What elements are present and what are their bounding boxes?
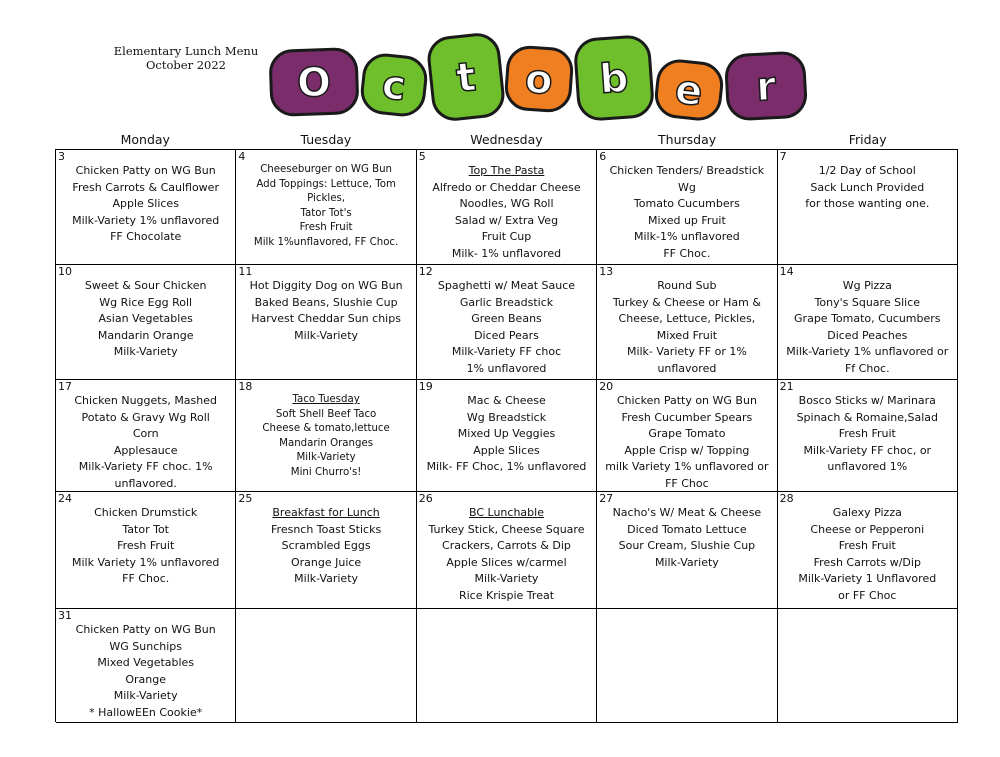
menu-title: Elementary Lunch Menu	[113, 44, 259, 58]
menu-items	[597, 265, 776, 377]
banner-letter	[654, 59, 724, 121]
menu-line: Diced Tomato Lettuce	[627, 522, 747, 536]
menu-line: Diced Peaches	[827, 328, 908, 342]
menu-line: Ff Choc.	[844, 361, 890, 375]
menu-line: Fresh Fruit	[299, 222, 353, 234]
menu-line: Mixed Vegetables	[97, 656, 195, 669]
menu-line: Fresnch Toast Sticks	[271, 522, 382, 536]
menu-items	[417, 265, 596, 377]
menu-line: Salad w/ Extra Veg	[454, 213, 559, 227]
day-number: 27	[599, 492, 614, 505]
menu-line: Fresh Carrots & Caulflower	[72, 180, 219, 194]
menu-line: Hot Diggity Dog on WG Bun	[249, 279, 403, 292]
menu-line: Milk-Variety 1% unflavored	[72, 213, 220, 227]
menu-line: Soft Shell Beef Taco	[275, 408, 377, 420]
menu-line: Turkey Stick, Cheese Square	[428, 522, 585, 536]
menu-line: Round Sub	[657, 279, 717, 292]
menu-line: Crackers, Carrots & Dip	[442, 539, 571, 552]
menu-line: Apple Slices w/carmel	[446, 555, 567, 569]
day-number: 7	[779, 150, 787, 163]
menu-line: Milk-Variety FF choc	[451, 345, 562, 358]
menu-items	[236, 492, 415, 588]
banner-letter-glyph: e	[672, 66, 705, 116]
day-number: 25	[238, 492, 253, 505]
menu-line: Spinach & Romaine,Salad	[796, 410, 939, 424]
empty-day-cell	[597, 609, 777, 723]
menu-line: Milk-Variety 1% unflavored or	[786, 345, 949, 358]
day-cell-24	[56, 492, 236, 609]
menu-line: Mixed Up Veggies	[457, 427, 556, 440]
day-number: 13	[599, 265, 614, 278]
day-cell-3	[56, 150, 236, 265]
menu-items	[597, 150, 776, 262]
banner-letter-glyph: o	[523, 56, 555, 104]
banner-letter	[505, 46, 573, 112]
menu-line: Chicken Nuggets, Mashed	[74, 394, 217, 407]
menu-line: Milk- 1% unflavored	[451, 246, 562, 260]
menu-line: Fruit Cup	[481, 230, 532, 243]
menu-line: Milk- Variety FF or 1%	[626, 345, 747, 358]
menu-line: Mini Churro's!	[290, 466, 362, 478]
menu-line: Apple Crisp w/ Topping	[624, 443, 750, 457]
day-cell-13	[597, 265, 777, 380]
menu-line: Baked Beans, Slushie Cup	[254, 295, 398, 309]
menu-line: Galexy Pizza	[832, 506, 902, 519]
menu-line: Sweet & Sour Chicken	[84, 279, 207, 292]
menu-line: Milk 1%unflavored, FF Choc.	[253, 236, 399, 248]
menu-header	[96, 44, 276, 72]
menu-line: Mixed up Fruit	[647, 213, 726, 227]
banner-letter	[427, 33, 505, 122]
menu-items	[56, 609, 235, 721]
menu-line: Apple Slices	[473, 443, 540, 457]
menu-line: FF Choc.	[663, 246, 711, 260]
day-number: 11	[238, 265, 253, 278]
menu-line: Nacho's W/ Meat & Cheese	[612, 506, 762, 519]
menu-line: Milk-Variety	[294, 328, 359, 342]
weekday-header	[55, 132, 958, 150]
menu-line: Mandarin Orange	[97, 328, 194, 342]
banner-letter-glyph: c	[379, 61, 409, 111]
menu-line: Top The Pasta	[468, 164, 545, 177]
menu-line: Green Beans	[471, 312, 542, 325]
day-number: 28	[779, 492, 794, 505]
day-cell-10	[56, 265, 236, 380]
menu-line: Fresh Carrots w/Dip	[813, 555, 921, 569]
banner-letter	[725, 52, 806, 120]
day-number: 6	[599, 150, 607, 163]
menu-line: 1% unflavored	[466, 361, 547, 375]
menu-subtitle: October 2022	[145, 58, 226, 72]
day-number: 19	[418, 380, 433, 393]
day-cell-27	[597, 492, 777, 609]
day-number: 14	[779, 265, 794, 278]
day-cell-12	[417, 265, 597, 380]
banner-letter-glyph: b	[598, 55, 630, 103]
menu-line: Milk-Variety FF choc, or	[803, 443, 932, 457]
banner-letters	[270, 33, 807, 122]
banner-letter-glyph: r	[754, 63, 778, 111]
menu-line: Cheese or Pepperoni	[810, 522, 925, 536]
menu-line: Milk-1% unflavored	[634, 230, 740, 243]
menu-items	[56, 265, 235, 361]
menu-line: Chicken Patty on WG Bun	[75, 623, 216, 636]
menu-line: Add Toppings: Lettuce, Tom	[256, 178, 396, 190]
menu-line: Corn	[132, 427, 159, 440]
day-number: 10	[58, 265, 72, 278]
menu-line: Noodles, WG Roll	[459, 197, 554, 210]
menu-items	[56, 150, 235, 246]
day-cell-26	[417, 492, 597, 609]
menu-items	[778, 380, 957, 476]
menu-line: Milk-Variety	[296, 452, 356, 464]
menu-line: Wg Pizza	[842, 279, 892, 292]
menu-line: Milk-Variety	[113, 345, 178, 358]
menu-line: Potato & Gravy Wg Roll	[81, 410, 210, 424]
menu-line: Turkey & Cheese or Ham &	[612, 295, 761, 309]
menu-items	[236, 265, 415, 344]
menu-line: Sour Cream, Slushie Cup	[618, 539, 756, 552]
menu-line: Cheese, Lettuce, Pickles,	[618, 312, 756, 325]
empty-day-cell	[778, 609, 958, 723]
day-cell-6	[597, 150, 777, 265]
menu-line: unflavored 1%	[827, 460, 908, 473]
menu-line: Milk-Variety	[113, 689, 178, 702]
menu-line: Wg	[677, 180, 696, 194]
day-cell-31	[56, 609, 236, 723]
calendar-grid	[55, 149, 958, 722]
menu-line: Tony's Square Slice	[814, 295, 921, 309]
menu-line: Alfredo or Cheddar Cheese	[432, 180, 581, 194]
menu-line: * HallowEEn Cookie*	[89, 705, 203, 719]
day-cell-18	[236, 380, 416, 492]
menu-items	[56, 380, 235, 492]
menu-line: Milk Variety 1% unflavored	[72, 555, 220, 569]
menu-items	[417, 492, 596, 604]
menu-line: Milk-Variety FF choc. 1%	[78, 460, 213, 473]
menu-line: Orange Juice	[290, 555, 362, 569]
day-number: 4	[238, 150, 246, 163]
weekday-friday: Friday	[848, 132, 887, 147]
menu-line: Cheese & tomato,lettuce	[262, 423, 390, 435]
menu-line: Apple Slices	[112, 197, 179, 210]
menu-line: Tomato Cucumbers	[633, 197, 740, 210]
menu-items	[778, 492, 957, 604]
weekday-thursday: Thursday	[658, 132, 717, 147]
banner-letter	[360, 53, 428, 117]
banner-letter	[270, 49, 358, 116]
day-number: 18	[238, 380, 253, 393]
menu-items	[417, 380, 596, 476]
weekday-tuesday: Tuesday	[300, 132, 352, 147]
menu-items	[597, 380, 776, 492]
day-cell-21	[778, 380, 958, 492]
weekday-monday: Monday	[120, 132, 170, 147]
day-number: 24	[58, 492, 72, 505]
day-cell-19	[417, 380, 597, 492]
menu-line: Mac & Cheese	[467, 394, 546, 407]
menu-line: unflavored	[657, 361, 717, 375]
menu-line: Wg Breadstick	[466, 410, 547, 424]
menu-line: Fresh Fruit	[838, 427, 896, 440]
menu-line: Taco Tuesday	[292, 394, 360, 405]
banner-letter-glyph: O	[296, 59, 332, 107]
menu-line: Rice Krispie Treat	[458, 588, 555, 602]
day-cell-14	[778, 265, 958, 380]
menu-line: Milk-Variety	[654, 555, 719, 569]
menu-line: Milk-Variety 1 Unflavored	[798, 572, 937, 585]
day-cell-11	[236, 265, 416, 380]
menu-line: or FF Choc	[838, 588, 897, 602]
day-number: 12	[418, 265, 433, 278]
day-number: 26	[418, 492, 433, 505]
day-cell-7	[778, 150, 958, 265]
menu-items	[597, 492, 776, 571]
day-number: 5	[418, 150, 426, 163]
day-cell-4	[236, 150, 416, 265]
menu-line: Orange	[125, 672, 167, 686]
menu-line: Tator Tot's	[300, 207, 352, 219]
menu-line: for those wanting one.	[805, 197, 930, 210]
menu-line: Diced Pears	[474, 328, 539, 342]
menu-items	[417, 150, 596, 262]
menu-line: Chicken Drumstick	[94, 506, 198, 519]
menu-items	[56, 492, 235, 588]
menu-line: milk Variety 1% unflavored or	[605, 460, 769, 473]
menu-line: Cheeseburger on WG Bun	[260, 164, 392, 175]
menu-line: Mixed Fruit	[656, 328, 718, 342]
menu-line: Milk-Variety	[474, 572, 539, 585]
menu-line: Milk- FF Choc, 1% unflavored	[426, 460, 587, 473]
menu-line: Bosco Sticks w/ Marinara	[798, 394, 936, 407]
day-number: 20	[599, 380, 614, 393]
menu-line: Harvest Cheddar Sun chips	[251, 312, 401, 325]
menu-line: Chicken Patty on WG Bun	[75, 164, 216, 177]
banner-letter-glyph: t	[454, 54, 479, 102]
day-number: 17	[58, 380, 72, 393]
menu-line: Pickles,	[307, 193, 346, 205]
menu-items	[236, 150, 415, 251]
menu-line: Tator Tot	[122, 522, 169, 536]
menu-line: Garlic Breadstick	[459, 295, 554, 309]
menu-line: Chicken Patty on WG Bun	[616, 394, 757, 407]
menu-line: Fresh Cucumber Spears	[621, 410, 753, 424]
day-number: 21	[779, 380, 794, 393]
day-cell-25	[236, 492, 416, 609]
menu-line: Fresh Fruit	[838, 539, 896, 552]
menu-items	[778, 150, 957, 213]
day-cell-20	[597, 380, 777, 492]
menu-line: Sack Lunch Provided	[810, 180, 925, 194]
menu-line: Scrambled Eggs	[281, 539, 371, 552]
menu-line: unflavored.	[114, 476, 177, 490]
menu-line: Asian Vegetables	[98, 312, 193, 325]
empty-day-cell	[236, 609, 416, 723]
menu-line: Milk-Variety	[294, 572, 359, 585]
menu-line: Grape Tomato, Cucumbers	[794, 312, 941, 325]
menu-line: 1/2 Day of School	[818, 164, 916, 177]
menu-line: Fresh Fruit	[117, 539, 175, 552]
menu-line: Mandarin Oranges	[279, 437, 374, 449]
menu-line: Chicken Tenders/ Breadstick	[609, 164, 765, 177]
day-number: 31	[58, 609, 72, 622]
weekday-wednesday: Wednesday	[470, 132, 543, 147]
banner-letter	[574, 36, 653, 121]
menu-items	[778, 265, 957, 377]
october-banner	[268, 28, 808, 126]
menu-line: Spaghetti w/ Meat Sauce	[437, 279, 576, 292]
menu-line: Breakfast for Lunch	[272, 506, 380, 519]
day-cell-28	[778, 492, 958, 609]
menu-line: FF Choc	[665, 476, 709, 490]
menu-line: Grape Tomato	[648, 427, 726, 440]
day-cell-17	[56, 380, 236, 492]
day-cell-5	[417, 150, 597, 265]
menu-line: BC Lunchable	[469, 506, 544, 519]
menu-line: Applesauce	[113, 443, 178, 457]
menu-items	[236, 380, 415, 481]
menu-line: FF Choc.	[122, 572, 170, 585]
menu-line: WG Sunchips	[109, 639, 182, 653]
empty-day-cell	[417, 609, 597, 723]
menu-line: Wg Rice Egg Roll	[99, 295, 193, 309]
day-number: 3	[58, 150, 65, 163]
menu-line: FF Chocolate	[110, 230, 182, 243]
